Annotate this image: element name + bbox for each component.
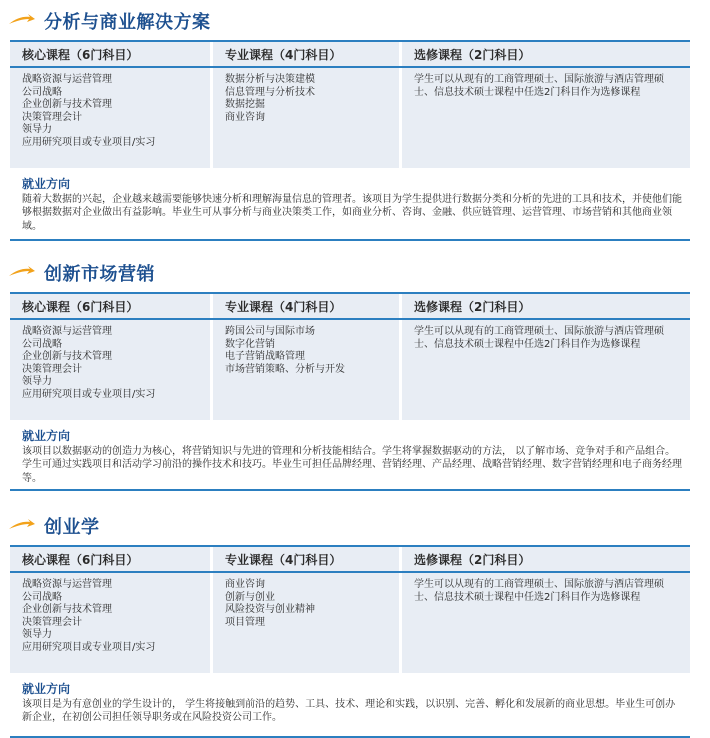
- career-text: 该项目以数据驱动的创造力为核心，将营销知识与先进的管理和分析技能相结合。学生将掌握数据驱动的方法， 以了解市场、竞争对手和产品组合。学生可通过实践项目和活动学习前沿的操作技术和技巧。毕业生可担任品牌经理、营销经理、产品经理、战略营销经理、数字营销经理和电子商务经理等。: [22, 446, 682, 484]
- major-courses: [213, 573, 399, 673]
- core-course-item: 企业创新与技术管理: [22, 99, 112, 111]
- core-course-item: 公司战略: [22, 338, 62, 350]
- major-courses: [213, 320, 399, 420]
- elective-courses: [402, 320, 690, 420]
- major-course-item: 商业咨询: [225, 579, 265, 590]
- major-course-item: 电子营销战略管理: [225, 351, 305, 363]
- career-text: 随着大数据的兴起，企业越来越需要能够快速分析和理解海量信息的管理者。该项目为学生提供进行数据分类和分析的先进的工具和技术，并使他们能够根据数据对企业做出有益影响。毕业生可从事分析与商业决策类工作，如商业分析、咨询、金融、供应链管理、运营管理、市场营销和其他商业领域。: [22, 194, 682, 232]
- arrow-swoosh-icon: [8, 518, 36, 534]
- section-bottom-rule: [10, 489, 690, 491]
- section-title-text: 创新市场营销: [44, 264, 155, 285]
- major-course-item: 商业咨询: [225, 111, 265, 123]
- major-header: 专业课程（4门科目）: [213, 294, 399, 318]
- section-title-text: 创业学: [44, 517, 100, 538]
- major-course-item: 跨国公司与国际市场: [225, 326, 315, 337]
- elective-text: 学生可以从现有的工商管理硕士、国际旅游与酒店管理硕士、信息技术硕士课程中任选2门科目作为选修课程: [414, 579, 664, 603]
- core-course-item: 应用研究项目或专业项目/实习: [22, 641, 156, 653]
- core-course-item: 应用研究项目或专业项目/实习: [22, 136, 156, 148]
- major-header: 专业课程（4门科目）: [213, 547, 399, 571]
- career-heading: 就业方向: [22, 177, 71, 191]
- elective-courses: [402, 573, 690, 673]
- core-course-item: 战略资源与运营管理: [22, 326, 112, 337]
- core-courses: [10, 573, 210, 673]
- career-text: 该项目是为有意创业的学生设计的， 学生将接触到前沿的趋势、工具、技术、理论和实践，以识别、完善、孵化和发展新的商业思想。毕业生可创办新企业，在初创公司担任领导职务或在风险投资公司工作。: [22, 699, 676, 724]
- elective-header: 选修课程（2门科目）: [402, 294, 690, 318]
- major-course-item: 数据分析与决策建模: [225, 74, 315, 85]
- arrow-swoosh-icon: [8, 13, 36, 29]
- major-courses: [213, 68, 399, 168]
- core-course-item: 公司战略: [22, 86, 62, 98]
- major-course-item: 数字化营销: [225, 338, 275, 350]
- core-course-item: 决策管理会计: [22, 363, 82, 375]
- core-course-item: 企业创新与技术管理: [22, 604, 112, 616]
- arrow-swoosh-icon: [8, 265, 36, 281]
- major-course-item: 创新与创业: [225, 591, 275, 603]
- core-courses: [10, 68, 210, 168]
- core-header: 核心课程（6门科目）: [10, 294, 210, 318]
- section-bottom-rule: [10, 239, 690, 241]
- core-course-item: 领导力: [22, 629, 52, 641]
- core-course-item: 领导力: [22, 376, 52, 388]
- section-title: [8, 8, 211, 34]
- core-course-item: 决策管理会计: [22, 616, 82, 628]
- core-course-item: 领导力: [22, 124, 52, 136]
- career-heading: 就业方向: [22, 682, 71, 696]
- major-course-item: 数据挖掘: [225, 99, 265, 111]
- major-course-item: 信息管理与分析技术: [225, 86, 315, 98]
- section-title: [8, 260, 155, 286]
- major-course-item: 项目管理: [225, 616, 265, 628]
- elective-courses: [402, 68, 690, 168]
- core-course-item: 战略资源与运营管理: [22, 74, 112, 85]
- career-heading: 就业方向: [22, 429, 71, 443]
- elective-text: 学生可以从现有的工商管理硕士、国际旅游与酒店管理硕士、信息技术硕士课程中任选2门科目作为选修课程: [414, 74, 664, 98]
- section-title-text: 分析与商业解决方案: [44, 12, 211, 33]
- major-course-item: 风险投资与创业精神: [225, 604, 315, 616]
- elective-header: 选修课程（2门科目）: [402, 42, 690, 66]
- core-header: 核心课程（6门科目）: [10, 42, 210, 66]
- core-course-item: 应用研究项目或专业项目/实习: [22, 388, 156, 400]
- core-course-item: 公司战略: [22, 591, 62, 603]
- section-title: [8, 513, 100, 539]
- core-course-item: 决策管理会计: [22, 111, 82, 123]
- elective-header: 选修课程（2门科目）: [402, 547, 690, 571]
- core-header: 核心课程（6门科目）: [10, 547, 210, 571]
- core-course-item: 企业创新与技术管理: [22, 351, 112, 363]
- major-course-item: 市场营销策略、分析与开发: [225, 363, 345, 375]
- major-header: 专业课程（4门科目）: [213, 42, 399, 66]
- elective-text: 学生可以从现有的工商管理硕士、国际旅游与酒店管理硕士、信息技术硕士课程中任选2门科目作为选修课程: [414, 326, 664, 350]
- core-course-item: 战略资源与运营管理: [22, 579, 112, 590]
- core-courses: [10, 320, 210, 420]
